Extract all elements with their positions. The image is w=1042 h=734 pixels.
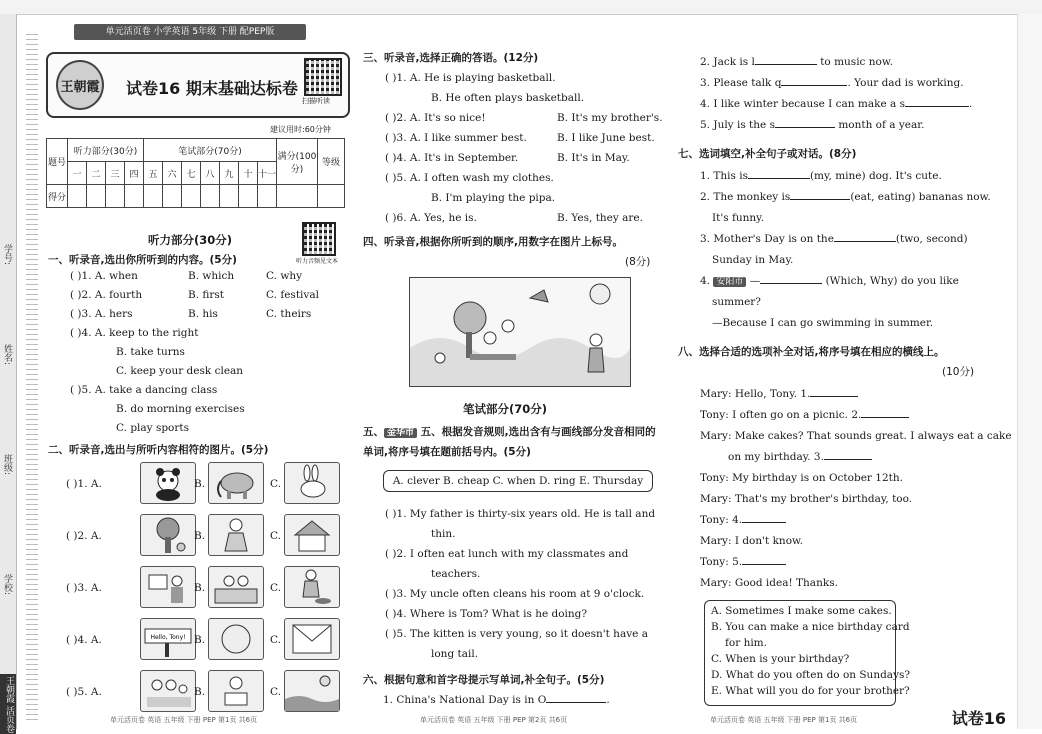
brand-badge: 王朝霞 活页卷 xyxy=(0,674,16,734)
q1-option: B. which xyxy=(188,270,235,282)
total-header: 满分(100分) xyxy=(277,139,318,185)
q5-item: ( )5. The kitten is very young, so it doesn't have a xyxy=(385,628,648,640)
q3-item: ( )6. A. Yes, he is. xyxy=(385,212,477,224)
col-5: 五 xyxy=(144,162,163,185)
q1-option: B. his xyxy=(188,308,218,320)
q5-item: ( )3. My uncle often cleans his room at 9 o'clock. xyxy=(385,588,645,600)
q7-item-2: 2. The monkey is xyxy=(700,191,791,203)
col-6: 六 xyxy=(163,162,182,185)
col-10: 十 xyxy=(239,162,258,185)
q5-item-cont: teachers. xyxy=(431,568,481,580)
q1-option: B. take turns xyxy=(116,346,185,358)
picture-reading xyxy=(208,670,264,712)
q6-item-3-tail: . Your dad is working. xyxy=(847,77,964,89)
q3-option: B. It's in May. xyxy=(557,152,630,164)
class-label: 班级: xyxy=(2,454,12,476)
q1-block xyxy=(70,270,350,445)
window-top-edge xyxy=(0,0,1042,15)
picture-family xyxy=(140,670,196,712)
q1-item: ( )4. A. keep to the right xyxy=(70,327,199,339)
listening-part-title: 听力部分(30分) xyxy=(148,233,233,247)
q5-item-cont: long tail. xyxy=(431,648,479,660)
suggested-time: 建议用时:60分钟 xyxy=(270,125,331,134)
q7-item-3-tail: (two, second) xyxy=(895,233,968,245)
q5-item-cont: thin. xyxy=(431,528,456,540)
q1-item: ( )5. A. take a dancing class xyxy=(70,384,218,396)
dialog-line: Tony: My birthday is on October 12th. xyxy=(700,472,903,484)
q3-option: B. It's my brother's. xyxy=(557,112,663,124)
q4-title: 四、听录音,根据你所听到的顺序,用数字在图片上标号。 xyxy=(363,236,623,248)
q1-item: ( )2. A. fourth xyxy=(70,289,143,301)
q6-item-4-tail: . xyxy=(969,98,973,110)
q1-option: B. do morning exercises xyxy=(116,403,245,415)
option-c-label: C. xyxy=(270,530,281,542)
q3-option: B. I'm playing the pipa. xyxy=(431,192,556,204)
q7-item-2-cont: It's funny. xyxy=(712,212,765,224)
q3-title: 三、听录音,选择正确的答语。(12分) xyxy=(363,52,539,64)
q3-option: B. I like June best. xyxy=(557,132,655,144)
right-page xyxy=(678,56,1012,706)
paper-number: 试卷16 xyxy=(951,709,1006,728)
qr2-caption: 听力音频见文本 xyxy=(296,258,339,265)
dialog-line: Mary: Hello, Tony. 1. xyxy=(700,388,811,400)
dialog-line: Mary: That's my brother's birthday, too. xyxy=(700,493,913,505)
q3-item: ( )3. A. I like summer best. xyxy=(385,132,527,144)
col-4: 四 xyxy=(125,162,144,185)
col-2: 二 xyxy=(87,162,106,185)
option-c-label: C. xyxy=(270,634,281,646)
qr-caption: 扫描听读 xyxy=(302,97,330,105)
option-b: B. You can make a nice birthday card xyxy=(711,621,910,633)
q1-item: ( )1. A. when xyxy=(70,270,138,282)
qr-code-icon-2 xyxy=(302,222,336,256)
q5-title-2: 单词,将序号填在题前括号内。(5分) xyxy=(363,446,531,458)
option-b-label: B. xyxy=(194,478,206,490)
q7-item-3-cont: Sunday in May. xyxy=(712,254,794,266)
writing-part-title: 笔试部分(70分) xyxy=(463,402,548,416)
option-b-cont: for him. xyxy=(725,637,767,649)
region-tag-2: 安阳市 xyxy=(713,277,746,287)
student-no-label: 学号: xyxy=(2,244,12,266)
q1-option: C. festival xyxy=(266,289,319,301)
footer-left: 单元活页卷 英语 五年级 下册 PEP 第1页 共6页 xyxy=(110,716,258,724)
dialog-line: Tony: 5. xyxy=(700,556,743,568)
col-1: 一 xyxy=(68,162,87,185)
brand-logo: 王朝霞 xyxy=(56,60,104,110)
title-box xyxy=(46,52,350,118)
option-d: D. What do you often do on Sundays? xyxy=(711,669,911,681)
picture-house xyxy=(284,514,340,556)
region-tag: 金华市 xyxy=(384,428,417,438)
dialog-line: on my birthday. 3. xyxy=(728,451,824,463)
option-e: E. What will you do for your brother? xyxy=(711,685,910,697)
header-band: 单元活页卷 小学英语 5年级 下册 配PEP版 xyxy=(74,24,306,40)
picture-rabbit xyxy=(284,462,340,504)
writing-header: 笔试部分(70分) xyxy=(144,139,277,162)
dialog-line: Tony: 4. xyxy=(700,514,743,526)
picture-tree xyxy=(140,514,196,556)
dash: — xyxy=(749,275,761,287)
row-label-score: 得分 xyxy=(47,185,68,208)
col-8: 八 xyxy=(201,162,220,185)
picture-sign xyxy=(140,618,196,660)
q5-options-box: A. clever B. cheap C. when D. ring E. Thursday xyxy=(383,470,653,492)
q7-item-1-tail: (my, mine) dog. It's cute. xyxy=(809,170,942,182)
q5-item: ( )2. I often eat lunch with my classmates and xyxy=(385,548,629,560)
park-scene-picture xyxy=(409,277,631,387)
row-label-question-no: 题号 xyxy=(47,139,68,185)
q2-row-label: ( )4. A. xyxy=(66,634,102,646)
option-c-label: C. xyxy=(270,582,281,594)
picture-beach xyxy=(284,670,340,712)
option-c-label: C. xyxy=(270,686,281,698)
binding-strip xyxy=(0,14,17,733)
q2-block xyxy=(66,460,346,710)
dialog-line: Tony: I often go on a picnic. 2. xyxy=(700,409,862,421)
option-b-label: B. xyxy=(194,582,206,594)
q3-item: ( )4. A. It's in September. xyxy=(385,152,519,164)
q7-item-4-cont: summer? xyxy=(712,296,761,308)
option-b-label: B. xyxy=(194,634,206,646)
listening-header: 听力部分(30分) xyxy=(68,139,144,162)
q8-options-box xyxy=(704,600,911,706)
q2-row-label: ( )3. A. xyxy=(66,582,102,594)
col-9: 九 xyxy=(220,162,239,185)
q1-title: 一、听录音,选出你所听到的内容。(5分) xyxy=(48,254,237,266)
q2-row-label: ( )2. A. xyxy=(66,530,102,542)
q2-row-label: ( )1. A. xyxy=(66,478,102,490)
picture-badge xyxy=(208,618,264,660)
option-b-label: B. xyxy=(194,530,206,542)
q4-points: (8分) xyxy=(625,256,651,268)
q6-item-4: 4. I like winter because I can make a s xyxy=(700,98,905,110)
q7-item-4: 4. xyxy=(700,275,711,287)
q7-item-4-answer: —Because I can go swimming in summer. xyxy=(712,317,934,329)
option-a: A. Sometimes I make some cakes. xyxy=(711,605,892,617)
col-7: 七 xyxy=(182,162,201,185)
picture-cleaning xyxy=(284,566,340,608)
q6-item-2-tail: to music now. xyxy=(820,56,893,68)
paper-title: 试卷16 期末基础达标卷 xyxy=(126,79,298,98)
score-table xyxy=(46,138,345,208)
dialog-line: Mary: Good idea! Thanks. xyxy=(700,577,838,589)
option-b-label: B. xyxy=(194,686,206,698)
q6-title: 六、根据句意和首字母提示写单词,补全句子。(5分) xyxy=(363,674,605,686)
q7-item-2-tail: (eat, eating) bananas now. xyxy=(850,191,991,203)
q1-option: C. play sports xyxy=(116,422,190,434)
q7-item-4-tail: (Which, Why) do you like xyxy=(825,275,959,287)
q6-item-3: 3. Please talk q xyxy=(700,77,782,89)
col-11: 十一 xyxy=(258,162,277,185)
q3-item: ( )5. A. I often wash my clothes. xyxy=(385,172,554,184)
q6-item-5-tail: month of a year. xyxy=(838,119,925,131)
q6-item-5: 5. July is the s xyxy=(700,119,775,131)
q5-item: ( )1. My father is thirty-six years old. He is tall and xyxy=(385,508,656,520)
school-label: 学校: xyxy=(2,574,12,596)
q7-item-1: 1. This is xyxy=(700,170,748,182)
q3-item: ( )2. A. It's so nice! xyxy=(385,112,486,124)
q5-title-text: 五、根据发音规则,选出含有与画线部分发音相同的 xyxy=(420,426,656,438)
q1-option: C. theirs xyxy=(266,308,312,320)
dialog-line: Mary: Make cakes? That sounds great. I always eat a cake xyxy=(700,430,1012,442)
picture-kids-room xyxy=(208,566,264,608)
q6-item-1: 1. China's National Day is in O . xyxy=(383,694,610,706)
q2-row-label: ( )5. A. xyxy=(66,686,102,698)
scrollbar[interactable] xyxy=(1017,14,1042,729)
q3-option: B. He often plays basketball. xyxy=(431,92,585,104)
q5-item: ( )4. Where is Tom? What is he doing? xyxy=(385,608,588,620)
q2-title: 二、听录音,选出与所听内容相符的图片。(5分) xyxy=(48,444,269,456)
picture-card xyxy=(284,618,340,660)
q3-option: B. Yes, they are. xyxy=(557,212,643,224)
svg-text:Hello, Tony!: Hello, Tony! xyxy=(150,634,186,641)
option-c-label: C. xyxy=(270,478,281,490)
option-c: C. When is your birthday? xyxy=(711,653,850,665)
q1-item: ( )3. A. hers xyxy=(70,308,133,320)
q1-option: B. first xyxy=(188,289,225,301)
q3-item: ( )1. A. He is playing basketball. xyxy=(385,72,556,84)
q8-title: 八、选择合适的选项补全对话,将序号填在相应的横线上。 xyxy=(678,346,945,358)
q8-points: (10分) xyxy=(942,366,975,378)
picture-girl xyxy=(208,514,264,556)
picture-room xyxy=(140,566,196,608)
q6-item-2: 2. Jack is l xyxy=(700,56,755,68)
qr-code-icon xyxy=(304,58,342,96)
footer-right: 单元活页卷 英语 五年级 下册 PEP 第1页 共6页 xyxy=(710,716,858,724)
q7-item-3: 3. Mother's Day is on the xyxy=(700,233,834,245)
q5-title: 五、 金华市 五、根据发音规则,选出含有与画线部分发音相同的 xyxy=(363,426,656,438)
spiral-binding xyxy=(26,30,38,720)
picture-elephant xyxy=(208,462,264,504)
q1-option: C. why xyxy=(266,270,303,282)
grade-header: 等级 xyxy=(318,139,345,185)
name-label: 姓名: xyxy=(2,344,12,366)
footer-middle: 单元活页卷 英语 五年级 下册 PEP 第2页 共6页 xyxy=(420,716,568,724)
picture-panda xyxy=(140,462,196,504)
q7-title: 七、选词填空,补全句子或对话。(8分) xyxy=(678,148,857,160)
q1-option: C. keep your desk clean xyxy=(116,365,244,377)
col-3: 三 xyxy=(106,162,125,185)
dialog-line: Mary: I don't know. xyxy=(700,535,804,547)
